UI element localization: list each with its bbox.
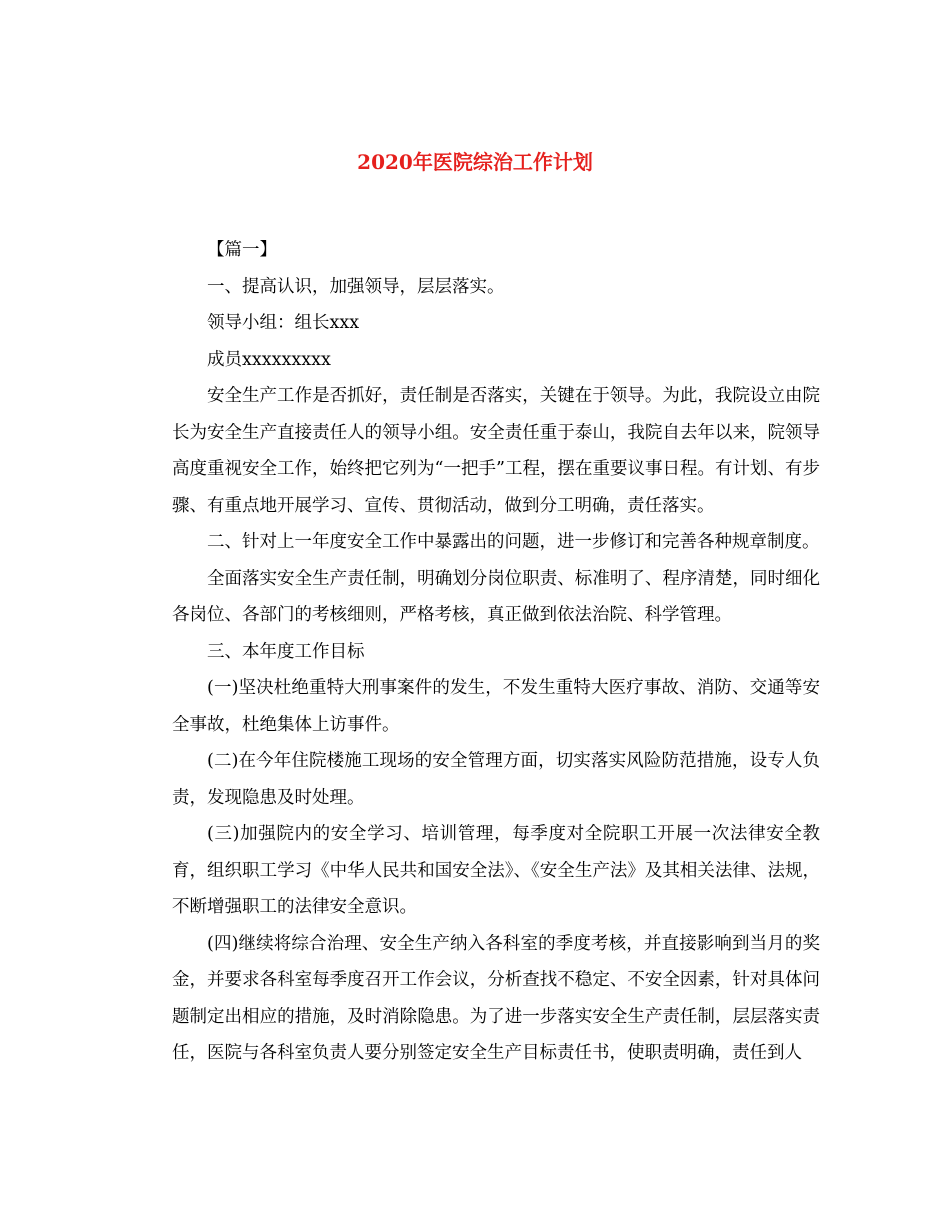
paragraph-leader: 领导小组：组长xxx	[207, 313, 360, 333]
paragraph-heading-1: 一、提高认识，加强领导，层层落实。	[207, 276, 505, 297]
paragraph-goal-1: (一)坚决杜绝重特大刑事案件的发生，不发生重特大医疗事故、消防、交通等安全事故，杜绝集体上访事件。	[172, 678, 820, 735]
document-title: 2020年医院综治工作计划	[357, 150, 593, 174]
paragraph-members: 成员xxxxxxxxx	[207, 349, 331, 370]
paragraph-heading-3: 三、本年度工作目标	[207, 641, 365, 662]
document-body	[172, 232, 820, 1072]
section-label: 【篇一】	[207, 240, 277, 260]
paragraph-responsibility-body: 全面落实安全生产责任制，明确划分岗位职责、标准明了、程序清楚，同时细化各岗位、各部门的考核细则，严格考核，真正做到依法治院、科学管理。	[172, 568, 820, 625]
paragraph-goal-4: (四)继续将综合治理、安全生产纳入各科室的季度考核，并直接影响到当月的奖金，并要求各科室每季度召开工作会议，分析查找不稳定、不安全因素，针对具体问题制定出相应的措施，及时消除隐患。为了进一步落实安全生产责任制，层层落实责任，医院与各科室负责人要分别签定安全生产目标责任书，使职责明确，责任到人	[172, 933, 820, 1063]
paragraph-goal-2: (二)在今年住院楼施工现场的安全管理方面，切实落实风险防范措施，设专人负责，发现隐患及时处理。	[172, 751, 820, 808]
paragraph-goal-3: (三)加强院内的安全学习、培训管理，每季度对全院职工开展一次法律安全教育，组织职工学习《中华人民共和国安全法》、《安全生产法》及其相关法律、法规，不断增强职工的法律安全意识。	[172, 824, 820, 917]
paragraph-heading-2: 二、针对上一年度安全工作中暴露出的问题，进一步修订和完善各种规章制度。	[207, 532, 820, 552]
paragraph-leadership-body: 安全生产工作是否抓好，责任制是否落实，关键在于领导。为此，我院设立由院长为安全生产直接责任人的领导小组。安全责任重于泰山，我院自去年以来，院领导高度重视安全工作，始终把它列为“一把手”工程，摆在重要议事日程。有计划、有步骤、有重点地开展学习、宣传、贯彻活动，做到分工明确，责任落实。	[172, 386, 820, 516]
